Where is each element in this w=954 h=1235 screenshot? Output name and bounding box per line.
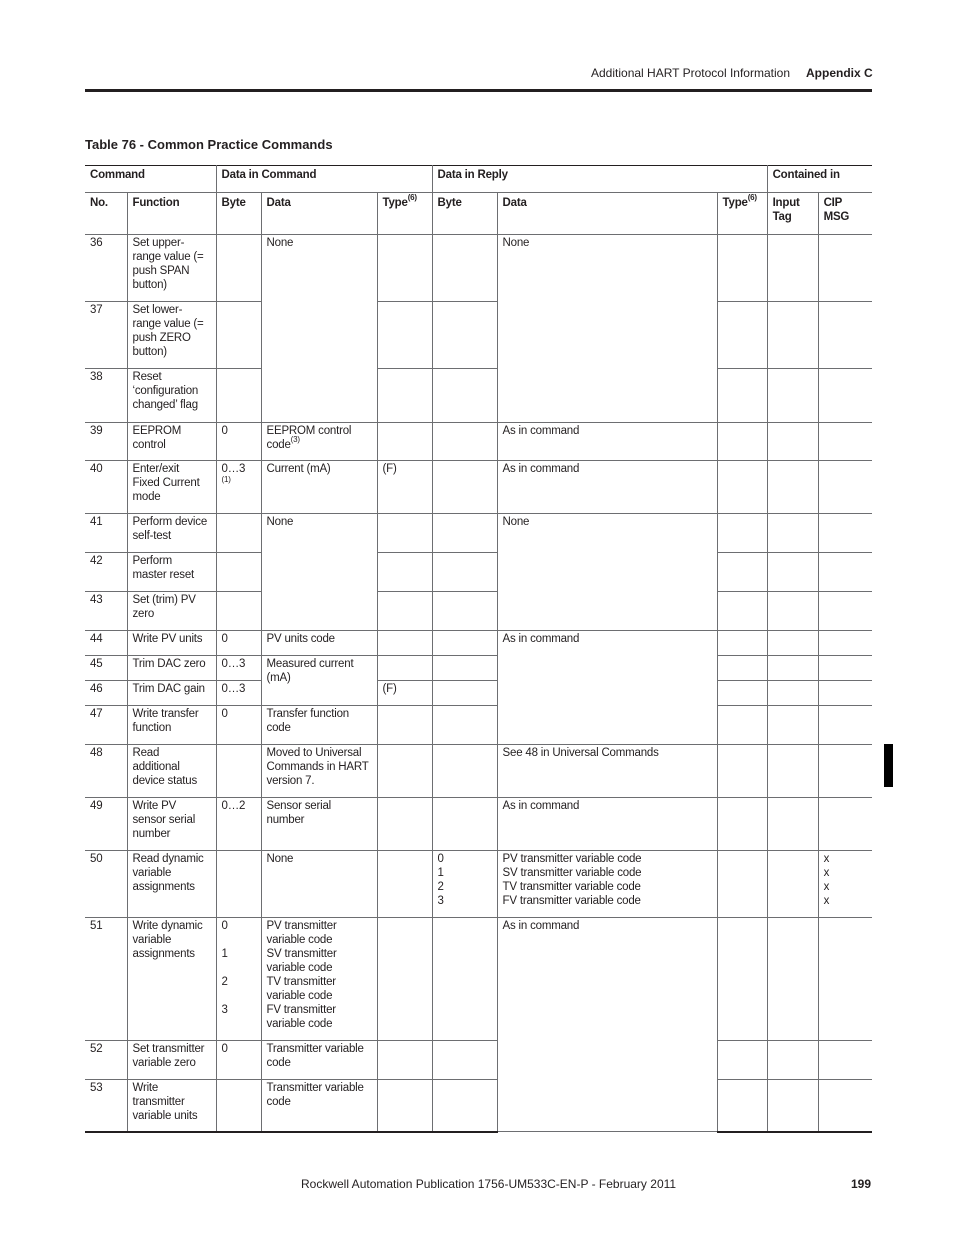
cip-msg-cell — [818, 461, 872, 514]
reply-type — [717, 235, 767, 302]
cmd-function: Write PV units — [127, 631, 216, 656]
cmd-no: 37 — [85, 302, 127, 369]
cmd-data: PV transmitter variable code SV transmitter variable code TV transmitter variable code FV transmitter variable code — [261, 918, 377, 1041]
reply-type — [717, 592, 767, 631]
cmd-type — [377, 302, 432, 369]
reply-data: As in command — [497, 918, 717, 1132]
cmd-no: 39 — [85, 423, 127, 461]
cmd-data: PV units code — [261, 631, 377, 656]
cmd-no: 53 — [85, 1080, 127, 1132]
cip-msg-cell — [818, 656, 872, 681]
cmd-type — [377, 235, 432, 302]
cmd-function: EEPROM control — [127, 423, 216, 461]
reply-type — [717, 302, 767, 369]
footnote-ref: (6) — [407, 193, 417, 202]
reply-type — [717, 514, 767, 553]
cmd-type — [377, 1041, 432, 1080]
input-tag-cell — [767, 461, 818, 514]
reply-type — [717, 918, 767, 1041]
input-tag-cell — [767, 851, 818, 918]
cmd-data: Current (mA) — [261, 461, 377, 514]
cmd-type — [377, 745, 432, 798]
reply-byte — [432, 235, 497, 302]
common-practice-commands-table — [85, 165, 872, 1133]
col-reply-byte: Byte — [432, 193, 497, 235]
col-reply-type: Type$^{(6)}$ — [717, 193, 767, 235]
cmd-byte: 0 1 2 3 — [216, 918, 261, 1041]
input-tag-cell — [767, 369, 818, 423]
cmd-type — [377, 798, 432, 851]
cmd-no: 38 — [85, 369, 127, 423]
reply-byte — [432, 1041, 497, 1080]
cmd-data: Transmitter variable code — [261, 1041, 377, 1080]
reply-type — [717, 1041, 767, 1080]
reply-data: As in command — [497, 631, 717, 745]
table-row-42 — [85, 553, 872, 592]
cmd-type — [377, 514, 432, 553]
table-row-48 — [85, 745, 872, 798]
table-row-49 — [85, 798, 872, 851]
cmd-data: Moved to Universal Commands in HART version 7. — [261, 745, 377, 798]
reply-byte — [432, 553, 497, 592]
cip-msg-cell — [818, 369, 872, 423]
group-data-in-reply: Data in Reply — [432, 166, 767, 193]
reply-data: None — [497, 235, 717, 423]
reply-type — [717, 631, 767, 656]
reply-byte — [432, 745, 497, 798]
cmd-type — [377, 656, 432, 681]
reply-byte — [432, 706, 497, 745]
reply-data: As in command — [497, 798, 717, 851]
cmd-function: Read dynamic variable assignments — [127, 851, 216, 918]
cmd-no: 47 — [85, 706, 127, 745]
cmd-function: Write PV sensor serial number — [127, 798, 216, 851]
footnote-ref: (6) — [747, 193, 757, 202]
reply-type — [717, 798, 767, 851]
cmd-function: Set transmitter variable zero — [127, 1041, 216, 1080]
table-row-44 — [85, 631, 872, 656]
cmd-type — [377, 592, 432, 631]
running-header-title: Additional HART Protocol Information — [591, 66, 790, 80]
reply-data: As in command — [497, 423, 717, 461]
cmd-byte — [216, 1080, 261, 1132]
cip-msg-cell — [818, 423, 872, 461]
cmd-function: Set upper- range value (= push SPAN button) — [127, 235, 216, 302]
cmd-data: None — [261, 514, 377, 631]
reply-type — [717, 423, 767, 461]
cmd-no: 52 — [85, 1041, 127, 1080]
group-contained-in: Contained in — [767, 166, 872, 193]
reply-type — [717, 369, 767, 423]
table-row-41 — [85, 514, 872, 553]
cmd-no: 49 — [85, 798, 127, 851]
input-tag-cell — [767, 592, 818, 631]
cmd-function: Perform master reset — [127, 553, 216, 592]
cmd-byte: 0 — [216, 423, 261, 461]
reply-type — [717, 553, 767, 592]
cmd-no: 44 — [85, 631, 127, 656]
cmd-no: 43 — [85, 592, 127, 631]
table-row-52 — [85, 1041, 872, 1080]
cmd-no: 48 — [85, 745, 127, 798]
cmd-type — [377, 553, 432, 592]
cip-msg-cell — [818, 745, 872, 798]
cmd-function: Write transfer function — [127, 706, 216, 745]
reply-byte — [432, 302, 497, 369]
cmd-no: 45 — [85, 656, 127, 681]
reply-byte: 0 1 2 3 — [432, 851, 497, 918]
cmd-type — [377, 631, 432, 656]
cmd-no: 46 — [85, 681, 127, 706]
cmd-function: Read additional device status — [127, 745, 216, 798]
chapter-thumb-tab — [884, 744, 893, 787]
table-row-40 — [85, 461, 872, 514]
table-row-53 — [85, 1080, 872, 1132]
reply-byte — [432, 1080, 497, 1132]
cmd-type — [377, 851, 432, 918]
table-row-46 — [85, 681, 872, 706]
cmd-byte — [216, 592, 261, 631]
reply-byte — [432, 918, 497, 1041]
footnote-ref: (3) — [290, 435, 300, 444]
cmd-type — [377, 706, 432, 745]
reply-data: PV transmitter variable code SV transmitter variable code TV transmitter variable code FV transmitter variable code — [497, 851, 717, 918]
table-row-51 — [85, 918, 872, 1041]
table-row-37 — [85, 302, 872, 369]
table-row-43 — [85, 592, 872, 631]
cmd-byte — [216, 514, 261, 553]
cmd-data: EEPROM control code$^{(3)}$ — [261, 423, 377, 461]
cmd-data: Sensor serial number — [261, 798, 377, 851]
input-tag-cell — [767, 235, 818, 302]
cmd-type — [377, 918, 432, 1041]
col-no: No. — [85, 193, 127, 235]
col-cip-msg: CIP MSG — [818, 193, 872, 235]
cmd-byte: 0…3 (1) — [216, 461, 261, 514]
cip-msg-cell — [818, 553, 872, 592]
cip-msg-cell — [818, 918, 872, 1041]
cmd-byte: 0 — [216, 706, 261, 745]
reply-byte — [432, 423, 497, 461]
table-caption: Table 76 - Common Practice Commands — [85, 137, 333, 152]
cmd-data: Transfer function code — [261, 706, 377, 745]
cip-msg-cell — [818, 235, 872, 302]
cmd-type — [377, 369, 432, 423]
col-input-tag: Input Tag — [767, 193, 818, 235]
group-data-in-command: Data in Command — [216, 166, 432, 193]
cmd-data: None — [261, 235, 377, 423]
reply-data: See 48 in Universal Commands — [497, 745, 717, 798]
reply-type — [717, 1080, 767, 1132]
input-tag-cell — [767, 302, 818, 369]
input-tag-cell — [767, 631, 818, 656]
cip-msg-cell — [818, 706, 872, 745]
cmd-no: 51 — [85, 918, 127, 1041]
input-tag-cell — [767, 1041, 818, 1080]
cmd-data: Measured current (mA) — [261, 656, 377, 706]
group-header-row — [85, 166, 872, 193]
footnote-ref: (1) — [221, 475, 231, 484]
input-tag-cell — [767, 745, 818, 798]
group-command: Command — [85, 166, 216, 193]
cmd-function: Trim DAC gain — [127, 681, 216, 706]
table-row-47 — [85, 706, 872, 745]
reply-byte — [432, 798, 497, 851]
cmd-type: (F) — [377, 461, 432, 514]
cmd-type: (F) — [377, 681, 432, 706]
cmd-function: Write dynamic variable assignments — [127, 918, 216, 1041]
reply-type — [717, 681, 767, 706]
cmd-type — [377, 423, 432, 461]
reply-type — [717, 745, 767, 798]
col-cmd-data: Data — [261, 193, 377, 235]
cmd-byte: 0 — [216, 631, 261, 656]
reply-byte — [432, 514, 497, 553]
cmd-data: None — [261, 851, 377, 918]
cmd-byte — [216, 302, 261, 369]
cmd-type — [377, 1080, 432, 1132]
col-reply-data: Data — [497, 193, 717, 235]
table-row-45 — [85, 656, 872, 681]
cmd-no: 50 — [85, 851, 127, 918]
cmd-no: 40 — [85, 461, 127, 514]
reply-type — [717, 706, 767, 745]
reply-data: None — [497, 514, 717, 631]
cmd-no: 36 — [85, 235, 127, 302]
cip-msg-cell — [818, 631, 872, 656]
header-rule — [85, 89, 872, 92]
cmd-byte — [216, 553, 261, 592]
input-tag-cell — [767, 423, 818, 461]
input-tag-cell — [767, 1080, 818, 1132]
column-header-row — [85, 193, 872, 235]
col-cmd-byte: Byte — [216, 193, 261, 235]
table-row-39 — [85, 423, 872, 461]
cmd-byte: 0…3 — [216, 656, 261, 681]
cip-msg-cell — [818, 798, 872, 851]
cip-msg-cell — [818, 514, 872, 553]
table-row-36 — [85, 235, 872, 302]
reply-type — [717, 851, 767, 918]
cip-msg-cell — [818, 1041, 872, 1080]
input-tag-cell — [767, 798, 818, 851]
cmd-function: Perform device self-test — [127, 514, 216, 553]
reply-byte — [432, 369, 497, 423]
input-tag-cell — [767, 918, 818, 1041]
cmd-byte — [216, 851, 261, 918]
table-row-50 — [85, 851, 872, 918]
cip-msg-cell: x x x x — [818, 851, 872, 918]
cmd-function: Write transmitter variable units — [127, 1080, 216, 1132]
running-header-appendix: Appendix C — [806, 66, 873, 80]
cmd-function: Trim DAC zero — [127, 656, 216, 681]
footer-publication: Rockwell Automation Publication 1756-UM533C-EN-P - February 2011 — [301, 1177, 677, 1191]
cmd-no: 42 — [85, 553, 127, 592]
cmd-byte: 0 — [216, 1041, 261, 1080]
cmd-function: Reset ‘configuration changed’ flag — [127, 369, 216, 423]
reply-byte — [432, 656, 497, 681]
input-tag-cell — [767, 553, 818, 592]
input-tag-cell — [767, 681, 818, 706]
reply-byte — [432, 681, 497, 706]
cip-msg-cell — [818, 681, 872, 706]
col-function: Function — [127, 193, 216, 235]
reply-byte — [432, 461, 497, 514]
cmd-byte: 0…3 — [216, 681, 261, 706]
cmd-byte — [216, 745, 261, 798]
table-row-38 — [85, 369, 872, 423]
reply-type — [717, 461, 767, 514]
input-tag-cell — [767, 514, 818, 553]
cmd-function: Set (trim) PV zero — [127, 592, 216, 631]
page-number: 199 — [851, 1177, 872, 1191]
reply-byte — [432, 592, 497, 631]
cip-msg-cell — [818, 592, 872, 631]
cip-msg-cell — [818, 1080, 872, 1132]
col-cmd-type: Type$^{(6)}$ — [377, 193, 432, 235]
reply-byte — [432, 631, 497, 656]
cmd-function: Enter/exit Fixed Current mode — [127, 461, 216, 514]
input-tag-cell — [767, 706, 818, 745]
cmd-byte — [216, 369, 261, 423]
cmd-byte — [216, 235, 261, 302]
input-tag-cell — [767, 656, 818, 681]
cmd-data: Transmitter variable code — [261, 1080, 377, 1132]
cmd-function: Set lower- range value (= push ZERO button) — [127, 302, 216, 369]
cip-msg-cell — [818, 302, 872, 369]
cmd-no: 41 — [85, 514, 127, 553]
reply-data: As in command — [497, 461, 717, 514]
cmd-byte: 0…2 — [216, 798, 261, 851]
reply-type — [717, 656, 767, 681]
